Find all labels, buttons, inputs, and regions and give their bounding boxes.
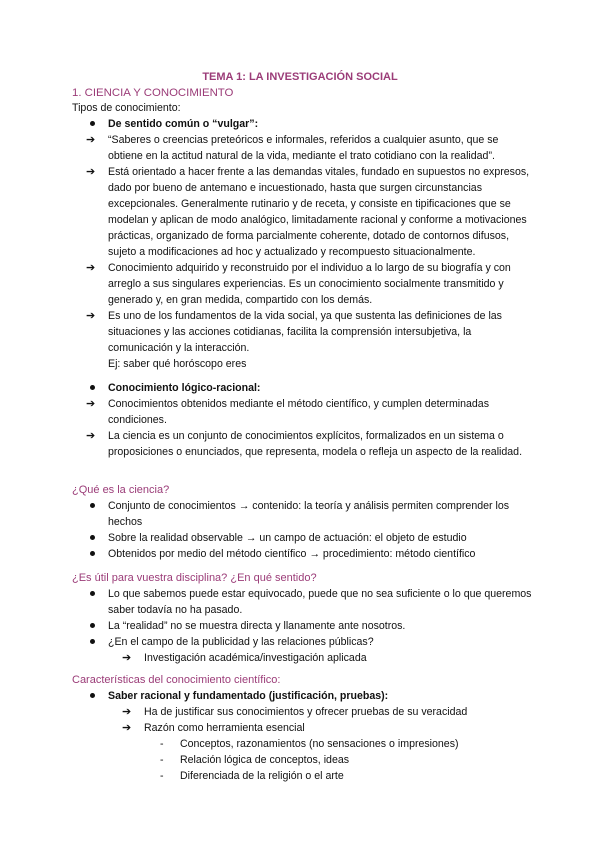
bullet-dot <box>90 551 95 556</box>
bullet-dot <box>90 121 95 126</box>
dash-bullet: - <box>160 770 164 782</box>
arrow-bullet: ➔ <box>86 430 96 442</box>
util-item-text: La “realidad” no se muestra directa y llanamente ante nosotros. <box>108 620 406 632</box>
vulgar-item-text: “Saberes o creencias preteóricos e informales, referidos a cualquier asunto, que se obtiene en la actitud natural de la vida, mediante el trato cotidiano con la realidad”. <box>108 134 499 162</box>
util-block <box>72 570 532 666</box>
caract-item <box>72 688 532 704</box>
vulgar-item-text: Conocimiento adquirido y reconstruido por el individuo a lo largo de su biografía y con arreglo a sus singulares experiencias. Es un conocimiento socialmente transmitido y generado y, en gran medida, compartido con los demás. <box>108 262 511 306</box>
util-item-text: Lo que sabemos puede estar equivocado, puede que no sea suficiente o lo que queremos saber todavía no ha pasado. <box>108 588 532 616</box>
logico-block <box>72 380 532 460</box>
que-es-item <box>72 530 532 546</box>
vulgar-item <box>72 132 532 164</box>
util-subitem-text: Investigación académica/investigación aplicada <box>144 652 367 664</box>
util-item <box>72 618 532 634</box>
logico-heading: Conocimiento lógico-racional: <box>108 382 261 394</box>
vulgar-item-text: Está orientado a hacer frente a las demandas vitales, fundado en supuestos no expresos, dado por bueno de antemano e incuestionado, hasta que surgen circunstancias excepcionales. Generalmente rutinario y de receta, y consiste en tipificaciones que se modelan y aplican de modo analógico, limitadamente racional y conforme a motivaciones prácticas, organizado de forma parcialmente coherente, dotado de contornos difusos, sujeto a modificaciones ad hoc y actualizado y recompuesto situacionalmente. <box>108 166 530 258</box>
util-item <box>72 586 532 618</box>
que-es-block <box>72 482 532 562</box>
arrow-bullet: ➔ <box>86 310 96 322</box>
vulgar-block <box>72 116 532 372</box>
intro-text: Tipos de conocimiento: <box>72 102 181 114</box>
arrow-bullet: ➔ <box>122 706 132 718</box>
caract-dash-text: Conceptos, razonamientos (no sensaciones o impresiones) <box>180 738 459 750</box>
dash-bullet: - <box>160 754 164 766</box>
bullet-dot <box>90 591 95 596</box>
que-es-item-text: Conjunto de conocimientos → contenido: la teoría y análisis permiten comprender los hechos <box>108 500 510 528</box>
caract-dash-text: Relación lógica de conceptos, ideas <box>180 754 350 766</box>
arrow-bullet: ➔ <box>86 166 96 178</box>
util-item <box>72 634 532 650</box>
que-es-item-text: Obtenidos por medio del método científico → procedimiento: método científico <box>108 548 476 560</box>
logico-heading-item <box>72 380 532 396</box>
section-heading-ciencia: 1. CIENCIA Y CONOCIMIENTO <box>72 87 234 99</box>
logico-item <box>72 428 532 460</box>
caract-dash-item <box>72 736 532 752</box>
bullet-dot <box>90 693 95 698</box>
caract-subitem <box>72 704 532 720</box>
que-es-item <box>72 498 532 530</box>
vulgar-item-text: Es uno de los fundamentos de la vida social, ya que sustenta las definiciones de las situaciones y las acciones cotidianas, facilita la comprensión intersubjetiva, la comunicación y la interacción. <box>108 310 502 354</box>
vulgar-item <box>72 260 532 308</box>
bullet-dot <box>90 623 95 628</box>
bullet-dot <box>90 639 95 644</box>
caract-dash-item <box>72 752 532 768</box>
util-subitem <box>72 650 532 666</box>
util-heading: ¿Es útil para vuestra disciplina? ¿En qué sentido? <box>72 572 317 584</box>
vulgar-heading-item <box>72 116 532 132</box>
dash-bullet: - <box>160 738 164 750</box>
vulgar-example: Ej: saber qué horóscopo eres <box>108 358 247 370</box>
arrow-bullet: ➔ <box>86 262 96 274</box>
arrow-bullet: ➔ <box>86 398 96 410</box>
vulgar-heading: De sentido común o “vulgar”: <box>108 118 259 130</box>
que-es-item <box>72 546 532 562</box>
vulgar-item <box>72 164 532 260</box>
que-es-item-text: Sobre la realidad observable → un campo de actuación: el objeto de estudio <box>108 532 467 544</box>
caract-subitem-text: Ha de justificar sus conocimientos y ofrecer pruebas de su veracidad <box>144 706 468 718</box>
logico-item <box>72 396 532 428</box>
document-title: TEMA 1: LA INVESTIGACIÓN SOCIAL <box>202 71 398 83</box>
caract-item-text: Saber racional y fundamentado (justificación, pruebas): <box>108 690 389 702</box>
arrow-bullet: ➔ <box>122 722 132 734</box>
caract-subitem <box>72 720 532 736</box>
logico-item-text: Conocimientos obtenidos mediante el método científico, y cumplen determinadas condiciones. <box>108 398 489 426</box>
util-item-text: ¿En el campo de la publicidad y las relaciones públicas? <box>108 636 374 648</box>
bullet-dot <box>90 535 95 540</box>
arrow-bullet: ➔ <box>122 652 132 664</box>
bullet-dot <box>90 503 95 508</box>
vulgar-item <box>72 308 532 356</box>
logico-item-text: La ciencia es un conjunto de conocimientos explícitos, formalizados en un sistema o proposiciones o enunciados, que representa, modela o refleja un aspecto de la realidad. <box>108 430 523 458</box>
arrow-bullet: ➔ <box>86 134 96 146</box>
caract-block <box>72 672 532 784</box>
que-es-heading: ¿Qué es la ciencia? <box>72 484 170 496</box>
caract-heading: Características del conocimiento científico: <box>72 674 281 686</box>
caract-subitem-text: Razón como herramienta esencial <box>144 722 305 734</box>
bullet-dot <box>90 385 95 390</box>
caract-dash-text: Diferenciada de la religión o el arte <box>180 770 344 782</box>
caract-dash-item <box>72 768 532 784</box>
